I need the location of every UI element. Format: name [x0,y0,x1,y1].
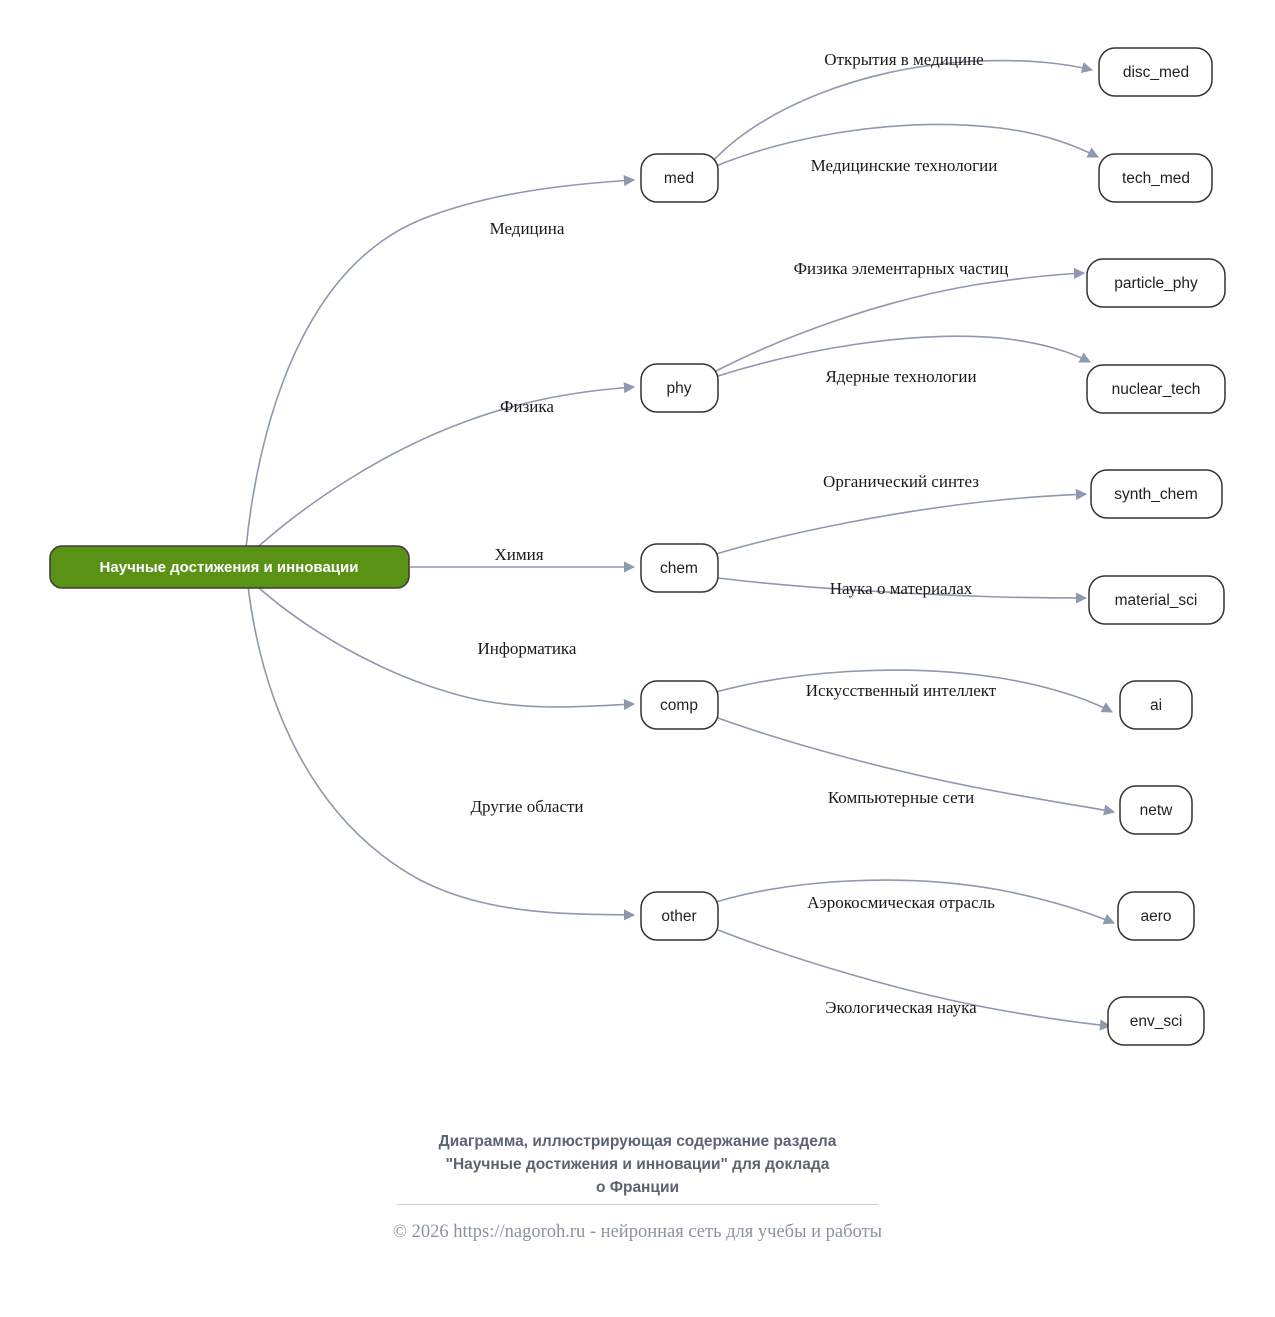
node-synth_chem[interactable] [1091,470,1222,518]
caption-line-3: о Франции [595,1179,680,1196]
node-med-label: med [663,170,695,188]
node-other-label: other [661,908,697,926]
node-ai-label: ai [1149,697,1163,715]
node-nuclear_tech-label: nuclear_tech [1111,381,1201,399]
node-ai[interactable] [1120,681,1192,729]
node-netw-label: netw [1139,802,1173,820]
edge-root-med [246,180,634,548]
node-aero-label: aero [1140,908,1172,926]
edge-label-chem: Химия [494,544,544,564]
node-disc_med[interactable] [1099,48,1212,96]
edge-root-phy [250,387,634,554]
node-comp-label: comp [660,697,698,715]
edge-label-tech_med: Медицинские технологии [810,155,998,175]
edge-label-aero: Аэрокосмическая отрасль [807,892,995,912]
edge-phy-particle_phy [714,273,1084,372]
edge-label-netw: Компьютерные сети [827,787,975,807]
edge-label-env_sci: Экологическая наука [825,997,977,1017]
node-root[interactable] [50,546,409,588]
node-root-label: Научные достижения и инновации [99,558,359,576]
node-other[interactable] [641,892,718,940]
edge-med-disc_med [712,61,1092,162]
node-tech_med-label: tech_med [1121,170,1191,188]
node-comp[interactable] [641,681,718,729]
node-phy-label: phy [666,380,692,398]
node-env_sci-label: env_sci [1129,1013,1183,1031]
node-material_sci[interactable] [1089,576,1224,624]
edge-label-material_sci: Наука о материалах [829,578,973,598]
node-phy[interactable] [641,364,718,412]
node-disc_med-label: disc_med [1122,64,1190,82]
caption-line-2: "Научные достижения и инновации" для доклада [445,1156,830,1173]
edge-label-other: Другие области [470,796,584,816]
node-med[interactable] [641,154,718,202]
node-env_sci[interactable] [1108,997,1204,1045]
caption-line-1: Диаграмма, иллюстрирующая содержание раздела [438,1133,837,1150]
edge-label-nuclear_tech: Ядерные технологии [825,366,977,386]
node-material_sci-label: material_sci [1114,592,1198,610]
edge-root-other [248,586,634,915]
edge-label-med: Медицина [489,218,565,238]
node-tech_med[interactable] [1099,154,1212,202]
node-netw[interactable] [1120,786,1192,834]
node-synth_chem-label: synth_chem [1114,486,1198,504]
edge-label-synth_chem: Органический синтез [823,471,979,491]
edge-label-phy: Физика [500,396,554,416]
node-particle_phy[interactable] [1087,259,1225,307]
node-chem[interactable] [641,544,718,592]
node-nuclear_tech[interactable] [1087,365,1225,413]
node-chem-label: chem [660,560,698,578]
edge-label-comp: Информатика [477,638,577,658]
node-aero[interactable] [1118,892,1194,940]
edge-label-disc_med: Открытия в медицине [824,49,984,69]
caption-divider [397,1204,878,1205]
edge-label-ai: Искусственный интеллект [805,680,997,700]
edge-chem-synth_chem [716,494,1086,554]
edge-label-particle_phy: Физика элементарных частиц [793,258,1009,278]
node-particle_phy-label: particle_phy [1114,275,1198,293]
footer-credit: © 2026 https://nagoroh.ru - нейронная сеть для учебы и работы [392,1222,883,1242]
